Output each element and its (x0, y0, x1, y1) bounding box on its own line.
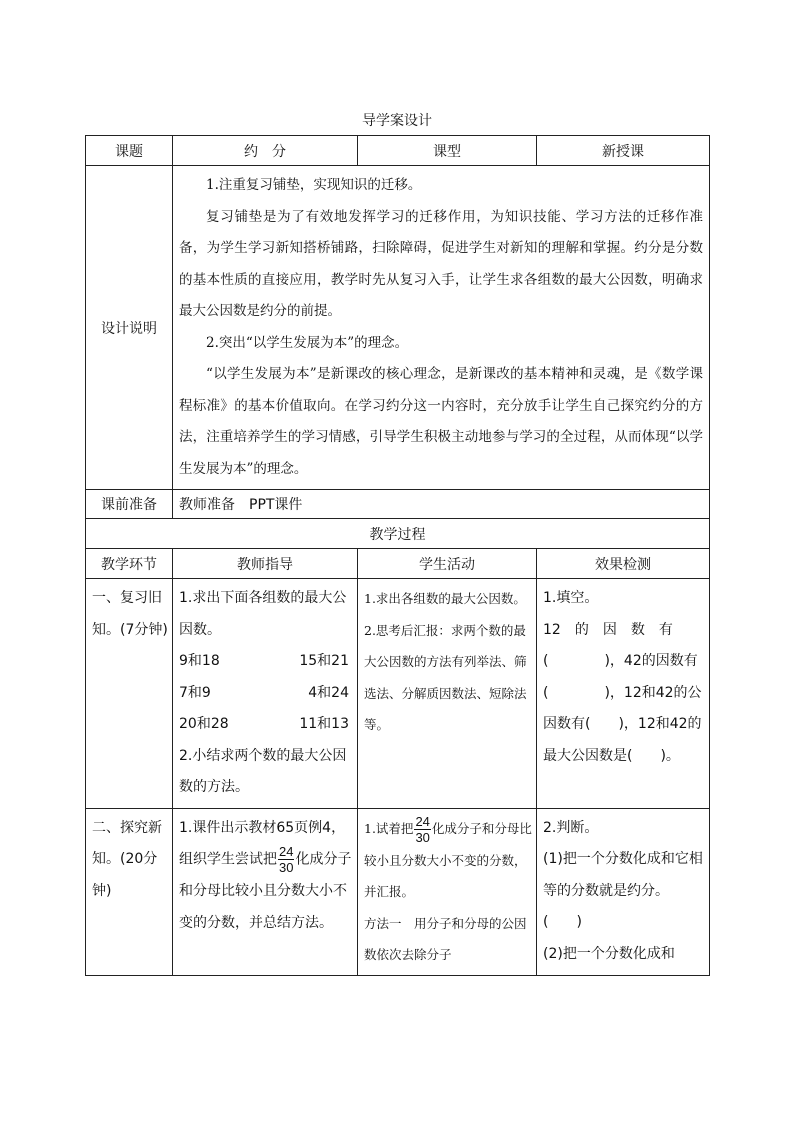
teacher-explore-post: 化成分子和分母比较小且分数大小不变的分数，并总结方法。 (179, 851, 352, 931)
fraction-numerator: 24 (279, 844, 294, 859)
design-para-2: 复习铺垫是为了有效地发挥学习的迁移作用，为知识技能、学习方法的迁移作准备，为学生学习新知搭桥铺路，扫除障碍，促进学生对新知的理解和掌握。约分是分数的基本性质的直接应用，教学时先从复习入手，让学生求各组数的最大公因数，明确求最大公因数是约分的前提。 (179, 208, 703, 319)
student-explore-text (364, 813, 532, 908)
teacher-explore-text (179, 813, 353, 940)
prep-row (86, 490, 710, 519)
process-title-row (86, 519, 710, 549)
stage-row-review (86, 579, 710, 809)
number-pair: 11和13 (299, 716, 349, 732)
fraction-24-30 (414, 814, 430, 845)
number-pair: 7和9 (179, 684, 211, 701)
check-explore (537, 808, 710, 975)
topic-value: 约 分 (173, 136, 358, 166)
number-pair: 15和21 (299, 653, 349, 669)
prep-label: 课前准备 (86, 490, 173, 519)
number-pair-row (179, 646, 353, 678)
header-row (86, 136, 710, 166)
student-explore-post: 化成分子和分母比较小且分数大小不变的分数，并汇报。 (364, 820, 532, 899)
fraction-denominator: 30 (415, 829, 430, 845)
teacher-explore-pre: 1.课件出示教材65页例4，组织学生尝试把 (179, 819, 346, 868)
student-explore-method: 方法一 用分子和分母的公因数依次去除分子 (364, 915, 527, 962)
check-explore-title: 2.判断。 (543, 819, 599, 836)
number-pair-row (179, 678, 353, 710)
column-header-teacher: 教师指导 (173, 549, 358, 579)
lesson-plan-table (85, 135, 710, 976)
student-review (358, 579, 537, 809)
stage-review (86, 579, 173, 809)
column-header-stage: 教学环节 (86, 549, 173, 579)
stage-explore-text: 二、探究新知。(20分钟) (92, 819, 162, 899)
teacher-explore (173, 808, 358, 975)
design-label: 设计说明 (86, 166, 173, 490)
design-para-1: 1.注重复习铺垫，实现知识的迁移。 (206, 177, 422, 193)
check-review-a: 12 的 因 数 有 (543, 621, 673, 638)
stage-explore (86, 808, 173, 975)
teacher-review (173, 579, 358, 809)
check-review-title: 1.填空。 (543, 590, 599, 606)
teacher-review-outro: 2.小结求两个数的最大公因数的方法。 (179, 747, 347, 795)
teacher-review-intro: 1.求出下面各组数的最大公因数。 (179, 590, 347, 638)
check-explore-2: (2)把一个分数化成和 (543, 945, 675, 962)
fraction-denominator: 30 (279, 860, 294, 875)
document-title: 导学案设计 (362, 113, 432, 129)
design-para-4: “以学生发展为本”是新课改的核心理念，是新课改的基本精神和灵魂，是《数学课程标准》的基本价值取向。在学习约分这一内容时，充分放手让学生自己探究约分的方法，注重培养学生的学习情感，引导学生积极主动地参与学习的全过程，从而体现“以学生发展为本”的理念。 (179, 366, 703, 477)
stage-row-explore (86, 808, 710, 975)
check-review (537, 579, 710, 809)
number-pair: 20和28 (179, 716, 229, 732)
column-header-row (86, 549, 710, 579)
design-row (86, 166, 710, 490)
student-explore-pre: 1.试着把 (364, 820, 414, 836)
number-pair: 4和24 (308, 684, 349, 701)
fraction-numerator: 24 (415, 813, 430, 829)
type-label: 课型 (358, 136, 537, 166)
number-pair: 9和18 (179, 653, 220, 669)
topic-label: 课题 (86, 136, 173, 166)
student-explore (358, 808, 537, 975)
prep-value: 教师准备 PPT课件 (173, 490, 710, 519)
design-content (173, 166, 710, 490)
stage-review-text: 一、复习旧知。(7分钟) (92, 590, 168, 638)
fraction-24-30 (278, 844, 294, 875)
check-explore-1: (1)把一个分数化成和它相等的分数就是约分。( ) (543, 851, 703, 930)
column-header-check: 效果检测 (537, 549, 710, 579)
process-title: 教学过程 (86, 519, 710, 549)
student-review-2: 2.思考后汇报：求两个数的最大公因数的方法有列举法、筛选法、分解质因数法、短除法等。 (364, 622, 527, 732)
column-header-student: 学生活动 (358, 549, 537, 579)
student-review-1: 1.求出各组数的最大公因数。 (364, 591, 526, 606)
number-pair-row (179, 709, 353, 741)
type-value: 新授课 (537, 136, 710, 166)
check-review-b: ( )，42的因数有( )，12和42的公因数有( )，12和42的最大公因数是( )。 (543, 653, 702, 764)
design-para-3: 2.突出“以学生发展为本”的理念。 (206, 334, 409, 351)
